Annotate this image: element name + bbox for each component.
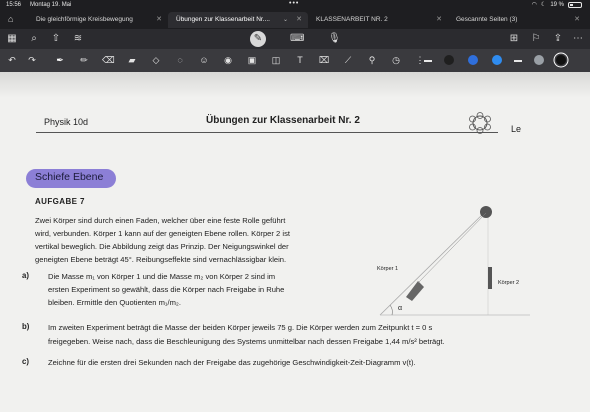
- close-icon[interactable]: ✕: [436, 16, 442, 23]
- keyboard-icon[interactable]: ⌨: [290, 33, 305, 44]
- tab-kreisbewegung[interactable]: [28, 12, 168, 28]
- color-swatch-gray[interactable]: [534, 55, 544, 65]
- close-icon[interactable]: ✕: [574, 16, 580, 23]
- stroke-width-thin[interactable]: [424, 60, 432, 62]
- subtask-c-label: c): [22, 357, 29, 366]
- moon-icon: ☾: [540, 2, 547, 8]
- status-bar: [0, 0, 590, 10]
- tab-klassenarbeit[interactable]: [308, 12, 448, 28]
- section-title: Schiefe Ebene: [35, 171, 104, 183]
- pencil-icon[interactable]: ✏: [80, 55, 88, 65]
- figure-label-koerper1: Körper 1: [377, 266, 399, 272]
- multitasking-dots-icon[interactable]: •••: [289, 0, 300, 7]
- chevron-down-icon[interactable]: ⌄: [282, 17, 288, 23]
- color-swatch-selected[interactable]: [556, 55, 566, 65]
- subtask-a-line: bleiben. Ermittle den Quotienten m₁/m₂.: [48, 298, 181, 307]
- intro-line: wird, verbunden. Körper 1 kann auf der geneigten Ebene rollen. Körper 2 ist: [35, 229, 290, 238]
- eraser-icon[interactable]: ⌫: [102, 55, 115, 65]
- header-right-label: Le: [511, 124, 522, 134]
- tab-label: Gescannte Seiten (3): [456, 16, 518, 23]
- highlighter-icon[interactable]: ▰: [128, 55, 136, 65]
- element-icon[interactable]: ◉: [224, 55, 232, 65]
- tab-label: KLASSENARBEIT NR. 2: [316, 16, 388, 23]
- drawing-toolbar: [0, 49, 590, 72]
- link-icon[interactable]: ⚲: [368, 55, 376, 65]
- stroke-width-medium[interactable]: [514, 60, 522, 62]
- inclined-plane-figure: [370, 197, 535, 322]
- undo-icon[interactable]: ↶: [8, 55, 16, 65]
- status-date: Montag 19. Mai: [30, 2, 72, 8]
- battery-icon: [568, 2, 582, 8]
- school-logo-icon: [468, 112, 492, 134]
- wifi-icon: ◠: [531, 2, 537, 8]
- bookmark-icon[interactable]: ⚐: [531, 33, 541, 44]
- tab-label: Die gleichförmige Kreisbewegung: [36, 16, 133, 23]
- redo-icon[interactable]: ↷: [28, 55, 36, 65]
- subtask-a-line: ersten Experiment so gewählt, dass die Körper nach Freigabe in Ruhe: [48, 285, 285, 294]
- camera-icon[interactable]: ◫: [271, 55, 281, 65]
- microphone-icon[interactable]: 🎙︎: [328, 33, 341, 44]
- scan-icon[interactable]: ⌧: [318, 55, 330, 65]
- export-icon[interactable]: ⇪: [553, 33, 563, 44]
- page-title: Übungen zur Klassenarbeit Nr. 2: [206, 115, 360, 126]
- waveform-icon[interactable]: ≋: [73, 33, 83, 44]
- document-page[interactable]: [0, 72, 590, 412]
- grid-icon[interactable]: ▦: [7, 33, 17, 44]
- subtask-b-line: Im zweiten Experiment beträgt die Masse der beiden Körper jeweils 75 g. Die Körper werden zum Zeitpunkt t = 0 s: [48, 323, 433, 332]
- timer-icon[interactable]: ◷: [392, 55, 400, 65]
- intro-line: Zwei Körper sind durch einen Faden, welcher über eine feste Rolle geführt: [35, 216, 286, 225]
- share-icon[interactable]: ⇧: [51, 33, 61, 44]
- figure-label-alpha: α: [398, 305, 403, 312]
- tab-uebungen[interactable]: [168, 12, 308, 28]
- intro-line: vertikal beweglich. Die Abbildung zeigt das Prinzip. Der Neigungswinkel der: [35, 242, 289, 251]
- laser-pointer-icon[interactable]: ⟋: [344, 55, 352, 65]
- subtask-a-line: Die Masse m₁ von Körper 1 und die Masse m₂ von Körper 2 sind im: [48, 272, 276, 281]
- close-icon[interactable]: ✕: [296, 16, 302, 23]
- header-divider: [36, 132, 498, 133]
- color-swatch-blue[interactable]: [468, 55, 478, 65]
- shape-icon[interactable]: ◇: [152, 55, 160, 65]
- text-icon[interactable]: T: [297, 55, 303, 65]
- battery-percent: 19 %: [550, 2, 564, 8]
- close-icon[interactable]: ✕: [156, 16, 162, 23]
- subtask-b-line: freigegeben. Weise nach, dass die Beschleunigung des Systems unmittelbar nach dessen Freigabe 1,44 m/s² beträgt.: [48, 337, 445, 346]
- figure-label-koerper2: Körper 2: [498, 280, 520, 286]
- subtask-c-line: Zeichne für die ersten drei Sekunden nach der Freigabe das zugehörige Geschwindigkeit-Zeit-Diagramm v(t).: [48, 358, 416, 367]
- sticker-icon[interactable]: ☺: [199, 55, 209, 65]
- intro-line: geneigten Ebene beträgt 45°. Reibungseffekte sind vernachlässigbar klein.: [35, 255, 287, 264]
- subtask-b-label: b): [22, 322, 30, 331]
- home-icon[interactable]: ⌂: [8, 14, 14, 24]
- lasso-icon[interactable]: ◌: [177, 55, 183, 65]
- add-page-icon[interactable]: ⊞: [509, 33, 519, 44]
- color-swatch-lightblue[interactable]: [492, 55, 502, 65]
- tab-bar: [0, 10, 590, 29]
- tab-gescannte-seiten[interactable]: [448, 12, 586, 28]
- color-swatch-black[interactable]: [444, 55, 454, 65]
- subtask-a-label: a): [22, 271, 29, 280]
- tab-label: Übungen zur Klassenarbeit Nr....: [176, 16, 270, 23]
- task-heading: AUFGABE 7: [35, 197, 85, 206]
- image-icon[interactable]: ▣: [247, 55, 257, 65]
- pen-tool-icon[interactable]: ✒: [56, 55, 64, 65]
- more-icon[interactable]: ⋯: [573, 33, 583, 44]
- course-label: Physik 10d: [44, 117, 89, 127]
- status-time: 15:56: [6, 2, 22, 8]
- pen-mode-icon[interactable]: ✎: [250, 31, 266, 47]
- more-tools-icon[interactable]: ⋮: [415, 55, 425, 65]
- search-icon[interactable]: ⌕: [31, 33, 37, 44]
- main-toolbar: [0, 29, 590, 49]
